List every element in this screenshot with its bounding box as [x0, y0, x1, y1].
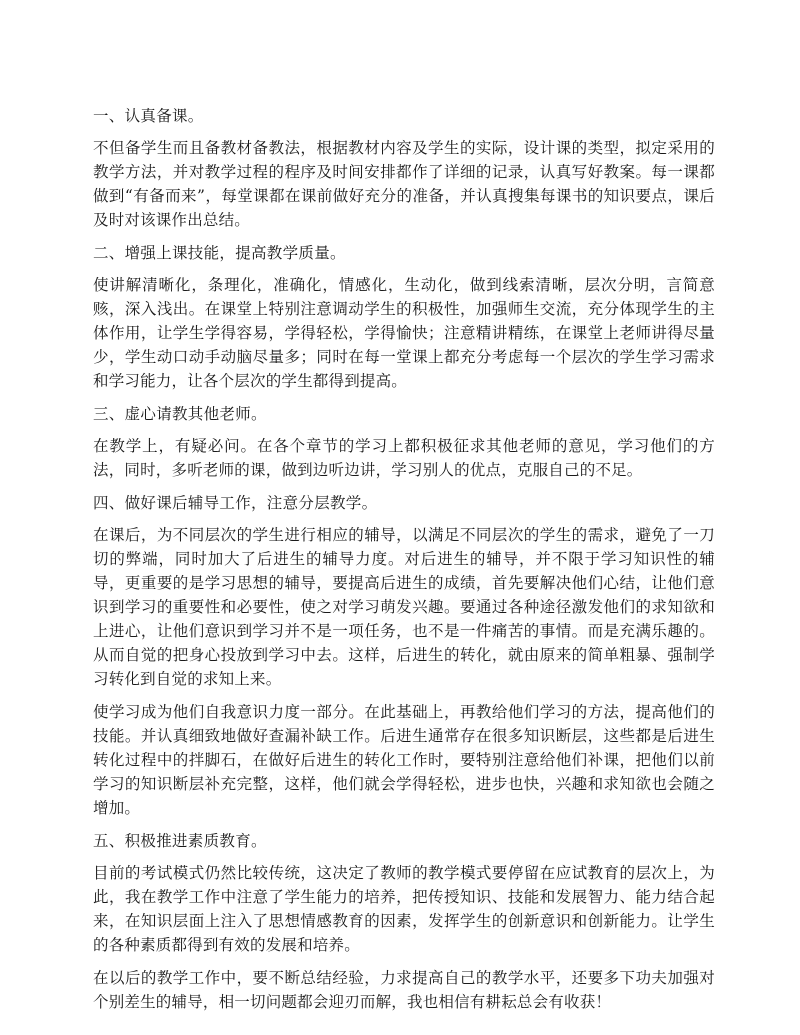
paragraph-1: 不但备学生而且备教材备教法，根据教材内容及学生的实际，设计课的类型，拟定采用的教学方法，并对教学过程的程序及时间安排都作了详细的记录，认真写好教案。每一课都做到“有备而来”，每堂课都在课前做好充分的准备，并认真搜集每课书的知识要点，课后及时对该课作出总结。 — [93, 139, 715, 229]
section-heading-5: 五、积极推进素质教育。 — [93, 832, 267, 850]
paragraph-4: 在课后，为不同层次的学生进行相应的辅导，以满足不同层次的学生的需求，避免了一刀切的弊端，同时加大了后进生的辅导力度。对后进生的辅导，并不限于学习知识性的辅导，更重要的是学习思想的辅导，要提高后进生的成绩，首先要解决他们心结，让他们意识到学习的重要性和必要性，使之对学习萌发兴趣。要通过各种途径激发他们的求知欲和上进心，让他们意识到学习并不是一项任务，也不是一件痛苦的事情。而是充满乐趣的。从而自觉的把身心投放到学习中去。这样，后进生的转化，就由原来的简单粗暴、强制学习转化到自觉的求知上来。 — [93, 526, 715, 688]
paragraph-6: 目前的考试模式仍然比较传统，这决定了教师的教学模式要停留在应试教育的层次上，为此，我在教学工作中注意了学生能力的培养，把传授知识、技能和发展智力、能力结合起来，在知识层面上注入了思想情感教育的因素，发挥学生的创新意识和创新能力。让学生的各种素质都得到有效的发展和培养。 — [93, 864, 715, 954]
document-body — [93, 104, 715, 1023]
section-heading-1: 一、认真备课。 — [93, 107, 204, 125]
section-heading-3: 三、虚心请教其他老师。 — [93, 405, 267, 423]
section-heading-4: 四、做好课后辅导工作，注意分层教学。 — [93, 494, 378, 512]
paragraph-5: 使学习成为他们自我意识力度一部分。在此基础上，再教给他们学习的方法，提高他们的技能。并认真细致地做好查漏补缺工作。后进生通常存在很多知识断层，这些都是后进生转化过程中的拌脚石，在做好后进生的转化工作时，要特别注意给他们补课，把他们以前学习的知识断层补充完整，这样，他们就会学得轻松，进步也快，兴趣和求知欲也会随之增加。 — [93, 703, 715, 817]
paragraph-3: 在教学上，有疑必问。在各个章节的学习上都积极征求其他老师的意见，学习他们的方法，同时，多听老师的课，做到边听边讲，学习别人的优点，克服自己的不足。 — [93, 437, 715, 479]
paragraph-7: 在以后的教学工作中，要不断总结经验，力求提高自己的教学水平，还要多下功夫加强对个别差生的辅导，相一切问题都会迎刃而解，我也相信有耕耘总会有收获！ — [93, 969, 715, 1011]
paragraph-2: 使讲解清晰化，条理化，准确化，情感化，生动化，做到线索清晰，层次分明，言简意赅，深入浅出。在课堂上特别注意调动学生的积极性，加强师生交流，充分体现学生的主体作用，让学生学得容易，学得轻松，学得愉快；注意精讲精练，在课堂上老师讲得尽量少，学生动口动手动脑尽量多；同时在每一堂课上都充分考虑每一个层次的学生学习需求和学习能力，让各个层次的学生都得到提高。 — [93, 276, 715, 390]
section-heading-2: 二、增强上课技能，提高教学质量。 — [93, 244, 346, 262]
